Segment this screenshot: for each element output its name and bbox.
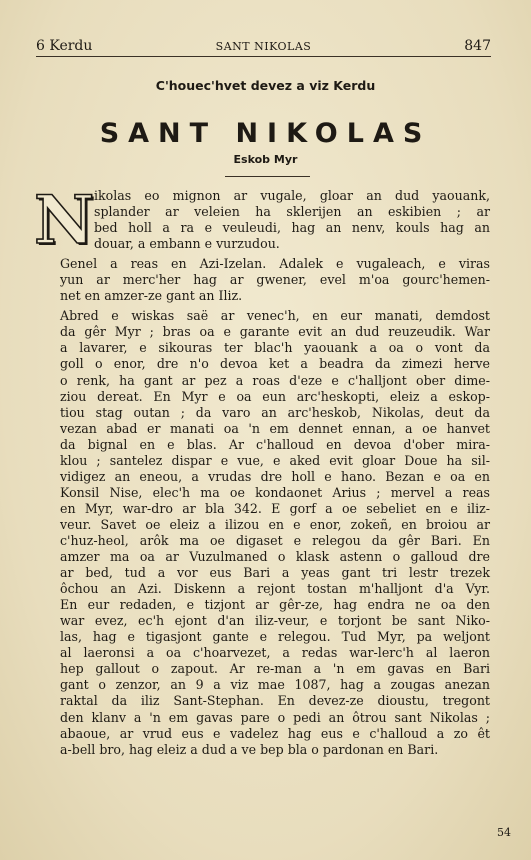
text-line: Konsil Nise, elec'h ma oe kondaonet Arius ; mervel a reas <box>60 484 490 500</box>
article-body <box>34 181 490 762</box>
text-line: o renk, ha gant ar pez a roas d'eze e c'halljont ober dime- <box>60 372 490 388</box>
text-line: ar bed, tud a vor eus Bari a yeas gant tri lestr trezek <box>60 565 490 581</box>
paragraph-1 <box>34 181 490 259</box>
text-line: raktal da iliz Sant-Stephan. En devez-ze dioustu, tregont <box>60 693 490 709</box>
section-heading: C'houec'hvet devez a viz Kerdu <box>155 78 376 93</box>
header-date: 6 Kerdu <box>36 38 93 54</box>
page-title: SANT NIKOLAS <box>99 118 432 149</box>
text-line: Genel a reas en Azi-Izelan. Adalek e vugaleach, e viras <box>60 256 490 272</box>
paragraph-2-text <box>34 256 490 304</box>
text-line: tiou stag outan ; da varo an arc'heskob, Nikolas, deut da <box>60 404 490 420</box>
header-title: SANT NIKOLAS <box>215 40 312 53</box>
text-line: ziou dereat. En Myr e oa eun arc'heskopti, eleiz a eskop- <box>60 388 490 404</box>
text-line: bed holl a ra e veuleudi, hag an nenv, kouls hag an <box>94 220 490 236</box>
paragraph-3 <box>34 308 490 757</box>
text-line: yun ar merc'her hag ar gwener, evel m'oa gourc'hemen- <box>60 272 490 288</box>
text-line: abaoue, ar vrud eus e vadelez hag eus e c'halloud a zo êt <box>60 725 490 741</box>
text-line: den klanv a 'n em gavas pare o pedi an ôtrou sant Nikolas ; <box>60 709 490 725</box>
author-subtitle: Eskob Myr <box>233 153 298 166</box>
text-line: c'huz-heol, arôk ma oe digaset e relegou da gêr Bari. En <box>60 532 490 548</box>
text-line: a-bell bro, hag eleiz a dud a ve bep bla o pardonan en Bari. <box>60 741 439 757</box>
text-line: goll o enor, dre n'o devoa ket a beadra da zimezi herve <box>60 356 490 372</box>
text-line: net en amzer-ze gant an Iliz. <box>60 288 243 304</box>
paragraph-1-text <box>34 181 490 259</box>
text-line: en Myr, war-dro ar bla 342. E gorf a oe sebeliet en e iliz- <box>60 500 490 516</box>
text-line: veur. Savet oe eleiz a ilizou en e enor, zokeñ, en broiou ar <box>60 516 490 532</box>
text-line: splander ar veleien ha sklerijen an eskibien ; ar <box>94 204 490 220</box>
text-line: a lavarer, e sikouras ter blac'h yaouank a oa o vont da <box>60 340 490 356</box>
divider-rule <box>225 176 310 177</box>
text-line: las, hag e tigasjont gante e relegou. Tud Myr, pa weljont <box>60 629 490 645</box>
header-page-number: 847 <box>464 38 491 54</box>
footer-page-number: 54 <box>497 826 511 839</box>
text-line: war evez, ec'h ejont d'an iliz-veur, e torjont be sant Niko- <box>60 613 490 629</box>
text-line: al laeronsi a oa c'hoarvezet, a redas war-lerc'h al laeron <box>60 645 490 661</box>
text-line: douar, a embann e vurzudou. <box>94 236 280 252</box>
text-line: hep gallout o zapout. Ar re-man a 'n em gavas en Bari <box>60 661 490 677</box>
paragraph-2 <box>34 256 490 304</box>
drop-cap-letter: N <box>34 181 95 259</box>
paragraph-3-text <box>34 308 490 757</box>
text-line: vidigez an eneou, a vrudas dre holl e hano. Bezan e oa en <box>60 468 490 484</box>
text-line: ôchou an Azi. Diskenn a rejont tostan m'halljont d'a Vyr. <box>60 581 490 597</box>
running-header <box>36 38 491 57</box>
text-line: vezan abad er manati oa 'n em dennet ennan, a oe hanvet <box>60 420 490 436</box>
text-line: ikolas eo mignon ar vugale, gloar an dud yaouank, <box>94 188 490 203</box>
text-line: En eur redaden, e tizjont ar gêr-ze, hag endra ne oa den <box>60 597 490 613</box>
text-line: gant o zenzor, an 9 a viz mae 1087, hag a zougas anezan <box>60 677 490 693</box>
text-line: da bignal en e blas. Ar c'halloud en devoa d'ober mira- <box>60 436 490 452</box>
text-line: Abred e wiskas saë ar venec'h, en eur manati, demdost <box>60 308 490 324</box>
text-line: da gêr Myr ; bras oa e garante evit an dud reuzeudik. War <box>60 324 490 340</box>
text-line: klou ; santelez dispar e vue, e aked evit gloar Doue ha sil- <box>60 452 490 468</box>
text-line: amzer ma oa ar Vuzulmaned o klask astenn o galloud dre <box>60 549 490 565</box>
